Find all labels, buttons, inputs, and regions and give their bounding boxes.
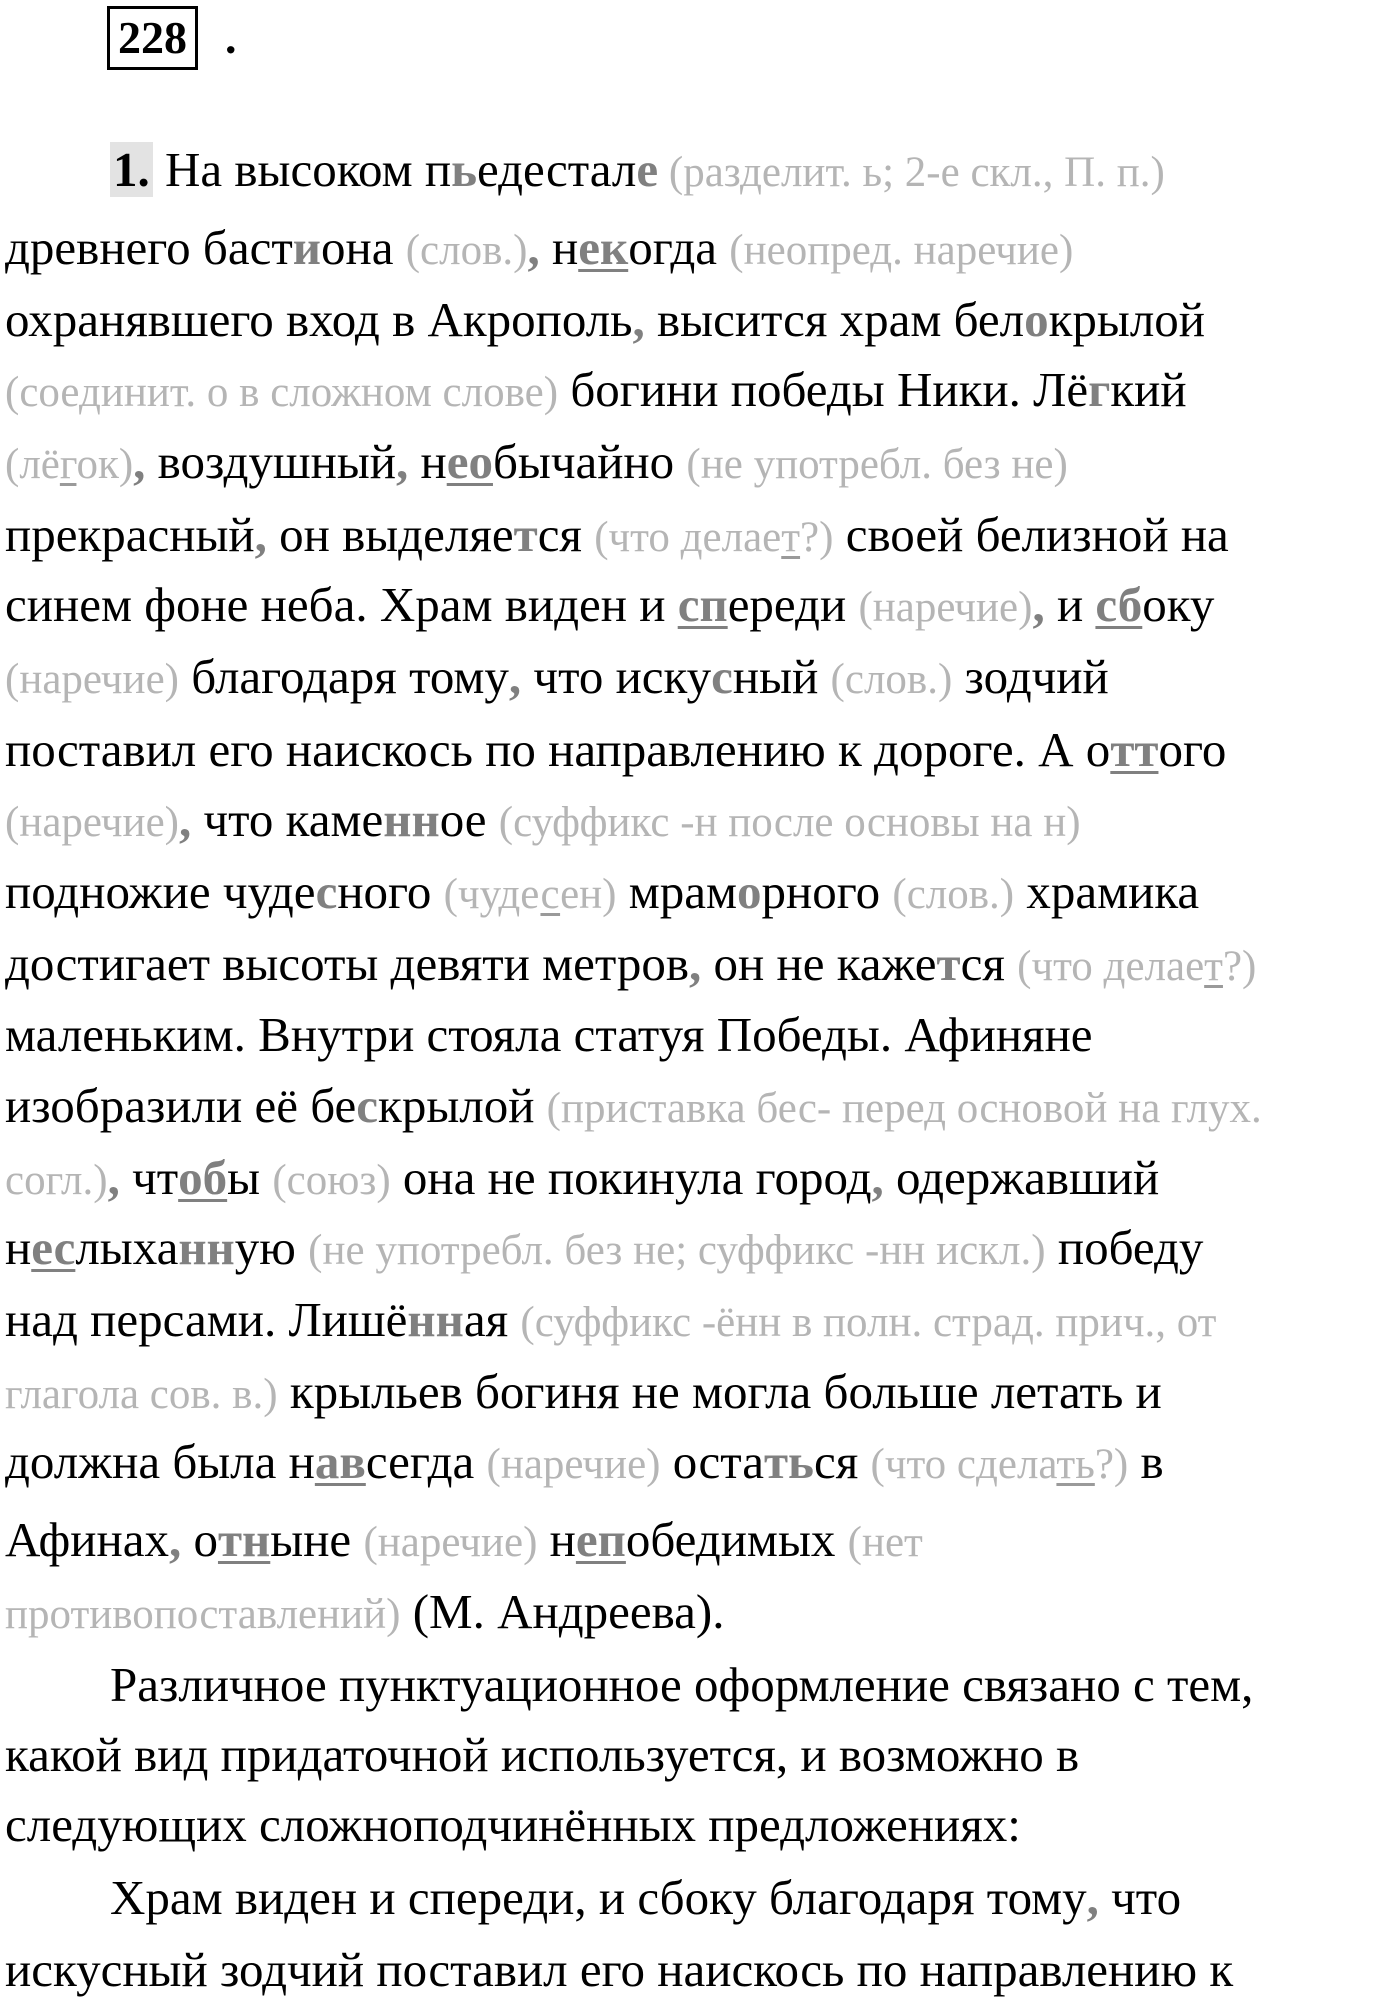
grammar-note: (что делае — [1017, 943, 1205, 990]
note-underlined-letter: г — [59, 441, 77, 488]
grammar-note: ок) — [76, 441, 134, 488]
text-segment: одержавший — [883, 1150, 1160, 1205]
text-line — [5, 1432, 1164, 1495]
text-segment: она — [321, 220, 406, 275]
text-segment: что каме — [191, 792, 384, 847]
text-line — [5, 647, 1109, 710]
text-line — [5, 862, 1199, 925]
highlighted-letter: нн — [178, 1220, 235, 1275]
text-segment: что иску — [521, 649, 712, 704]
highlighted-letters: еп — [575, 1512, 626, 1567]
text-segment: бычайно — [492, 434, 687, 489]
highlighted-letters: сп — [677, 577, 728, 632]
text-line — [5, 1005, 1093, 1065]
text-segment: обедимых — [625, 1512, 848, 1567]
highlighted-letters: ео — [446, 434, 493, 489]
grammar-note: (чуде — [443, 871, 541, 918]
text-line — [5, 1510, 923, 1573]
grammar-note: (нет — [847, 1519, 923, 1566]
text-segment: над персами. Лишё — [5, 1292, 408, 1347]
text-segment: ую — [234, 1220, 309, 1275]
text-segment: какой вид придаточной используется, и возможно в — [5, 1727, 1080, 1782]
text-segment: крылой — [378, 1078, 547, 1133]
highlighted-letter: , — [168, 1512, 182, 1567]
text-line — [5, 290, 1205, 350]
grammar-note: (наречие) — [858, 584, 1033, 631]
sentence-number: 1. — [110, 142, 153, 197]
text-line — [5, 1362, 1162, 1425]
text-line — [5, 1795, 1021, 1855]
highlighted-letter: с — [356, 1078, 379, 1133]
highlighted-letter: т — [936, 936, 961, 991]
text-line — [5, 1290, 1216, 1353]
grammar-note: (слов.) — [830, 656, 953, 703]
text-segment: воздушный — [145, 434, 396, 489]
highlighted-letter: , — [527, 220, 540, 275]
text-segment: Различное пунктуационное оформление связано с тем, — [110, 1657, 1254, 1712]
grammar-note: (слов.) — [405, 227, 528, 274]
text-line — [5, 720, 1226, 780]
highlighted-letters: сб — [1095, 577, 1143, 632]
grammar-note: (суффикс -ённ в полн. страд. прич., от — [520, 1299, 1217, 1346]
exercise-number-dot: . — [225, 12, 237, 63]
highlighted-letter: , — [395, 434, 409, 489]
text-segment: ся — [960, 936, 1018, 991]
text-segment: своей белизной на — [833, 507, 1229, 562]
text-segment: сегда — [365, 1434, 487, 1489]
highlighted-letters: ек — [578, 220, 629, 275]
text-segment: ного — [337, 864, 444, 919]
grammar-note: ?) — [1094, 1441, 1129, 1488]
text-segment: она не покинула город — [390, 1150, 872, 1205]
text-line — [5, 360, 1187, 423]
highlighted-letters: ав — [314, 1434, 366, 1489]
text-segment: чт — [119, 1150, 179, 1205]
grammar-note: противопоставлений) — [5, 1591, 401, 1638]
text-segment: (М. Андреева). — [400, 1584, 725, 1639]
text-segment: оку — [1142, 577, 1215, 632]
text-segment: синем фоне неба. Храм виден и — [5, 577, 678, 632]
text-segment: рного — [761, 864, 893, 919]
highlighted-letter: , — [254, 507, 267, 562]
text-segment: крылой — [1048, 292, 1206, 347]
highlighted-letter: , — [1032, 577, 1045, 632]
text-segment: На высоком п — [152, 142, 452, 197]
grammar-note: (неопред. наречие) — [729, 227, 1074, 274]
text-segment: он не каже — [701, 936, 937, 991]
note-underlined-letter: ть — [1056, 1441, 1095, 1488]
text-segment: поставил его наискось по направлению к дороге. А о — [5, 722, 1111, 777]
note-underlined-letter: т — [781, 514, 801, 561]
highlighted-letter: с — [711, 649, 733, 704]
text-segment: ный — [732, 649, 831, 704]
text-line — [110, 140, 1165, 203]
grammar-note: (разделит. ь; 2-е скл., П. п.) — [658, 149, 1165, 196]
exercise-number: 228 — [107, 6, 198, 70]
text-segment: н — [408, 434, 447, 489]
text-segment: кий — [1110, 362, 1187, 417]
highlighted-letter: т — [513, 507, 538, 562]
grammar-note: согл.) — [5, 1157, 108, 1204]
text-line — [5, 934, 1256, 997]
highlighted-letter: , — [632, 292, 645, 347]
text-segment: оста — [660, 1434, 764, 1489]
highlighted-letter: , — [1086, 1870, 1099, 1925]
highlighted-letter: нн — [383, 792, 440, 847]
text-segment: древнего баст — [5, 220, 293, 275]
grammar-note: (лё — [5, 441, 60, 488]
text-segment: ереди — [727, 577, 859, 632]
text-line — [5, 1940, 1233, 2000]
text-segment: ое — [439, 792, 499, 847]
text-line — [5, 218, 1073, 281]
text-segment: ыне — [270, 1512, 364, 1567]
text-segment: достигает высоты девяти метров — [5, 936, 690, 991]
text-segment: прекрасный — [5, 507, 255, 562]
text-segment: в — [1128, 1434, 1164, 1489]
highlighted-letter: ь — [451, 142, 477, 197]
grammar-note: (слов.) — [892, 871, 1015, 918]
text-segment: победу — [1045, 1220, 1204, 1275]
highlighted-letter: е — [636, 142, 659, 197]
text-segment: мрам — [616, 864, 738, 919]
text-segment: благодаря тому — [178, 649, 509, 704]
grammar-note: (соединит. о в сложном слове) — [5, 369, 559, 416]
highlighted-letter: , — [689, 936, 702, 991]
text-line — [5, 1076, 1262, 1139]
text-segment: высится храм бел — [644, 292, 1025, 347]
text-segment: едестал — [476, 142, 637, 197]
highlighted-letters: тн — [217, 1512, 271, 1567]
highlighted-letter: о — [737, 864, 762, 919]
text-segment: о — [181, 1512, 218, 1567]
text-line — [110, 1868, 1181, 1928]
text-segment: Афинах — [5, 1512, 169, 1567]
grammar-note: (наречие) — [363, 1519, 538, 1566]
text-segment: Храм виден и спереди, и сбоку благодаря тому — [110, 1870, 1087, 1925]
text-segment: лыха — [75, 1220, 179, 1275]
highlighted-letter: , — [508, 649, 522, 704]
text-line — [5, 1582, 724, 1645]
grammar-note: (не употребл. без не) — [686, 441, 1068, 488]
grammar-note: (наречие) — [486, 1441, 661, 1488]
highlighted-letter: о — [1024, 292, 1049, 347]
note-underlined-letter: т — [1204, 943, 1223, 990]
text-segment: богини победы Ники. Лё — [558, 362, 1089, 417]
text-segment: ся — [813, 1434, 871, 1489]
text-line — [5, 1148, 1159, 1211]
highlighted-letter: г — [1088, 362, 1111, 417]
text-segment: храмика — [1014, 864, 1200, 919]
highlighted-letter: с — [315, 864, 338, 919]
highlighted-letter: и — [292, 220, 321, 275]
text-line — [5, 432, 1068, 495]
grammar-note: (наречие) — [5, 799, 179, 846]
grammar-note: (что делае — [594, 514, 782, 561]
highlighted-letter: , — [107, 1150, 120, 1205]
text-segment: что — [1098, 1870, 1182, 1925]
text-line — [5, 575, 1214, 638]
text-line — [110, 1655, 1253, 1715]
text-segment: н — [5, 1220, 32, 1275]
text-line — [5, 1725, 1079, 1785]
highlighted-letters: ес — [31, 1220, 76, 1275]
text-line — [5, 1218, 1203, 1281]
text-line — [5, 790, 1081, 853]
text-segment: изобразили её бе — [5, 1078, 357, 1133]
text-segment: следующих сложноподчинённых предложениях: — [5, 1797, 1021, 1852]
text-segment: должна была н — [5, 1434, 315, 1489]
text-line — [5, 505, 1229, 568]
text-segment: искусный зодчий поставил его наискось по направлению к — [5, 1942, 1234, 1997]
text-segment: н — [539, 220, 579, 275]
highlighted-letters: об — [178, 1150, 228, 1205]
text-segment: маленьким. Внутри стояла статуя Победы. Афиняне — [5, 1007, 1093, 1062]
highlighted-letter: , — [178, 792, 192, 847]
grammar-note: ?) — [1222, 943, 1257, 990]
highlighted-letters: тт — [1110, 722, 1159, 777]
grammar-note: (что сдела — [870, 1441, 1057, 1488]
text-segment: охранявшего вход в Акрополь — [5, 292, 633, 347]
text-segment: ся — [537, 507, 595, 562]
note-underlined-letter: с — [540, 871, 561, 918]
text-segment: ая — [463, 1292, 521, 1347]
highlighted-letter: нн — [407, 1292, 464, 1347]
text-segment: ы — [227, 1150, 273, 1205]
text-segment: огда — [628, 220, 730, 275]
text-segment: подножие чуде — [5, 864, 316, 919]
grammar-note: ен) — [560, 871, 617, 918]
highlighted-letter: , — [133, 434, 146, 489]
text-segment: крыльев богиня не могла больше летать и — [277, 1364, 1162, 1419]
grammar-note: (наречие) — [5, 656, 179, 703]
text-segment: зодчий — [952, 649, 1109, 704]
grammar-note: (приставка бес- перед основой на глух. — [546, 1085, 1262, 1132]
grammar-note: (союз) — [272, 1157, 391, 1204]
text-segment: ого — [1158, 722, 1227, 777]
grammar-note: (не употребл. без не; суффикс -нн искл.) — [308, 1227, 1046, 1274]
grammar-note: ?) — [800, 514, 834, 561]
grammar-note: (суффикс -н после основы на н) — [498, 799, 1081, 846]
grammar-note: глагола сов. в.) — [5, 1371, 278, 1418]
text-segment: н — [537, 1512, 576, 1567]
highlighted-letter: , — [871, 1150, 884, 1205]
text-segment: он выделяе — [266, 507, 514, 562]
highlighted-letter: ть — [763, 1434, 814, 1489]
text-segment: и — [1044, 577, 1096, 632]
